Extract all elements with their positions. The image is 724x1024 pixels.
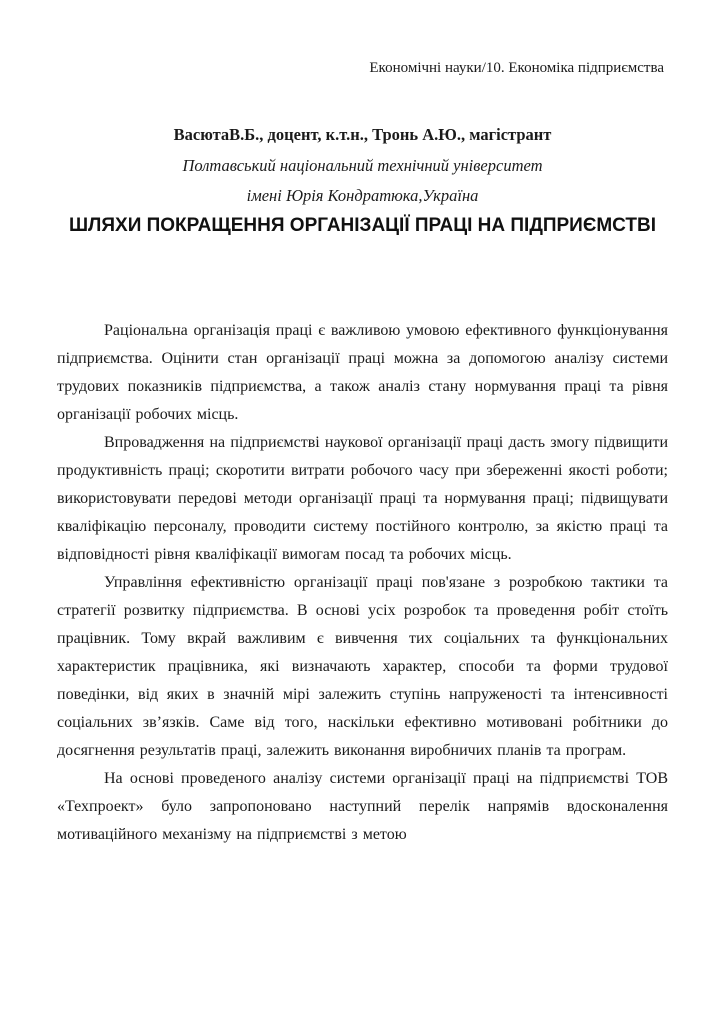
paragraph-4: На основі проведеного аналізу системи організації праці на підприємстві ТОВ «Техпроект» було запропоновано наступний перелік напрямів вдосконалення мотиваційного механізму на підприємстві з метою xyxy=(57,770,668,843)
document-body xyxy=(57,317,668,849)
paragraph-2: Впровадження на підприємстві наукової організації праці дасть змогу підвищити продуктивність праці; скоротити витрати робочого часу при збереженні якості роботи; використовувати передові методи організації праці та нормування праці; підвищувати кваліфікацію персоналу, проводити систему постійного контролю, за якістю праці та відповідності рівня кваліфікації вимогам посад та робочих місць. xyxy=(57,434,668,563)
affiliation-name-country: імені Юрія Кондратюка,Україна xyxy=(246,186,479,205)
paragraph-3: Управління ефективністю організації праці пов'язане з розробкою тактики та стратегії розвитку підприємства. В основі усіх розробок та проведення робіт стоїть працівник. Тому вкрай важливим є вивчення тих соціальних та функціональних характеристик працівника, які визначають характер, способи та форми трудової поведінки, від яких в значній мірі залежить ступінь напруженості та інтенсивності соціальних зв’язків. Саме від того, наскільки ефективно мотивовані робітники до досягнення результатів праці, залежить виконання виробничих планів та програм. xyxy=(57,574,668,759)
authors-byline: ВасютаВ.Б., доцент, к.т.н., Тронь А.Ю., магістрант xyxy=(173,125,552,144)
section-header: Економічні науки/10. Економіка підприємства xyxy=(369,60,664,76)
paragraph-1: Раціональна організація праці є важливою умовою ефективного функціонування підприємства. Оцінити стан організації праці можна за допомогою аналізу системи трудових показників підприємства, а також аналіз стану нормування праці та рівня організації робочих місць. xyxy=(57,322,668,423)
page-title: ШЛЯХИ ПОКРАЩЕННЯ ОРГАНІЗАЦІЇ ПРАЦІ НА ПІДПРИЄМСТВІ xyxy=(68,215,657,236)
affiliation-university: Полтавський національний технічний університет xyxy=(182,156,543,175)
